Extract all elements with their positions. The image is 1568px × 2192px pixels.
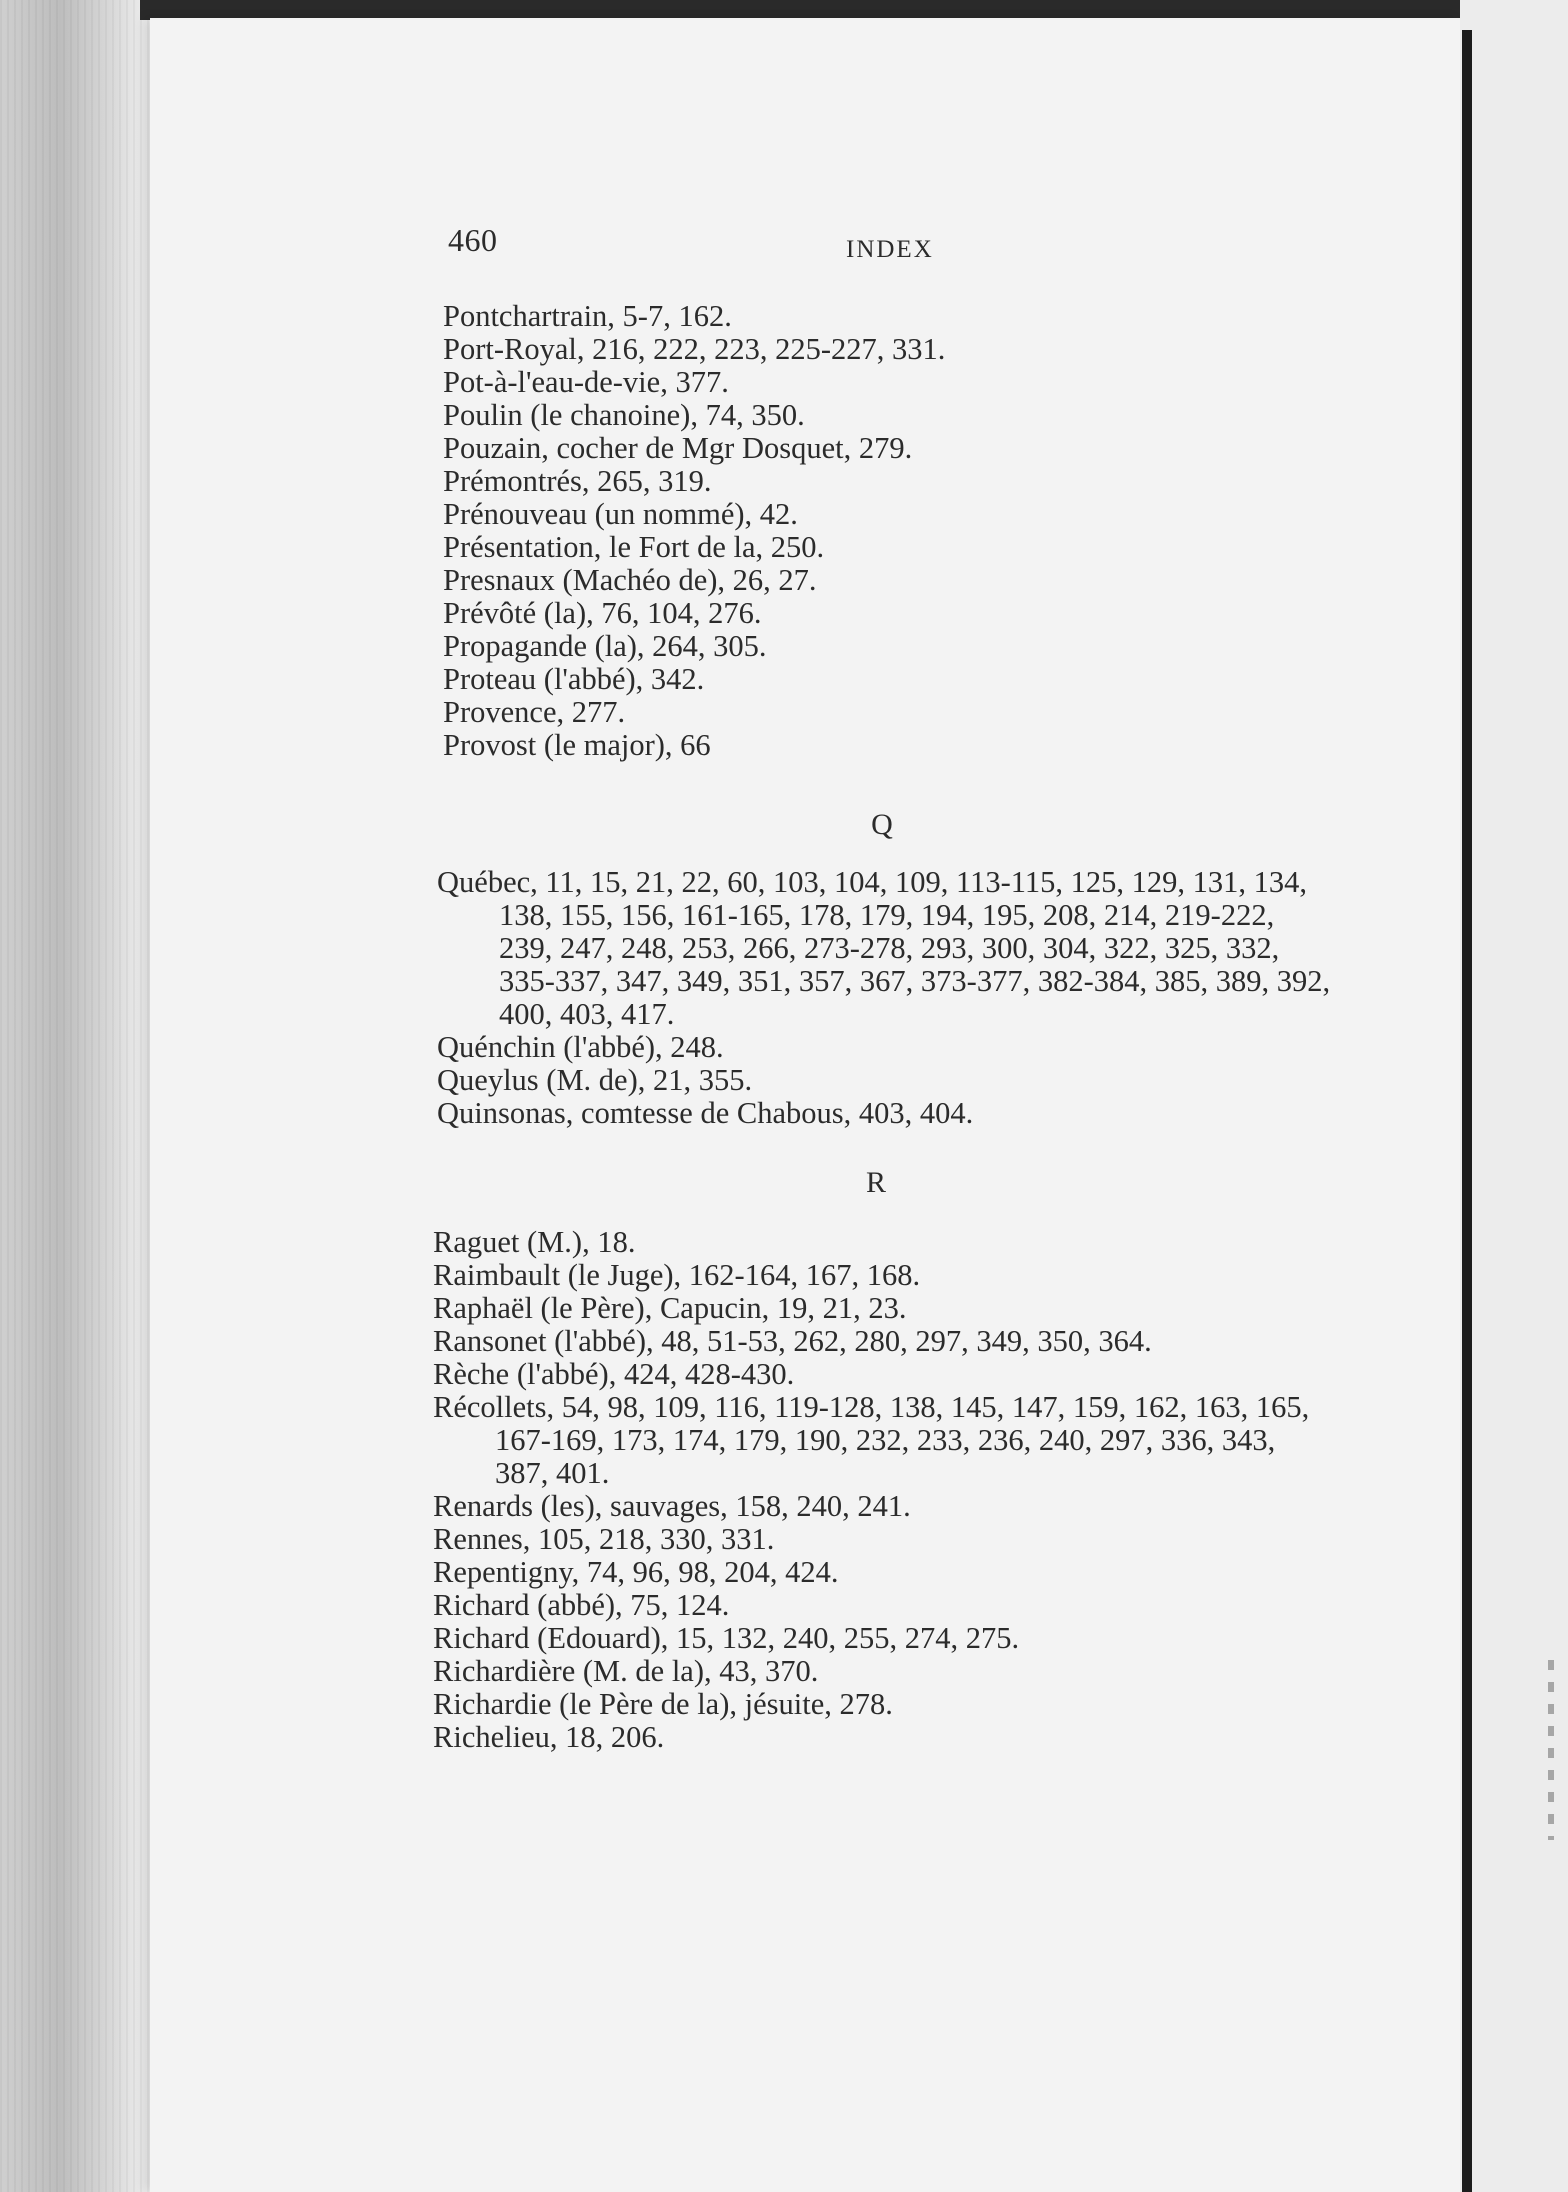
index-entry: Provost (le major), 66	[443, 728, 711, 762]
index-entry: Rèche (l'abbé), 424, 428-430.	[433, 1357, 795, 1391]
scan-top-border	[140, 0, 1470, 20]
index-section-r	[433, 1226, 1331, 1754]
facing-page-marks	[1548, 1660, 1554, 1840]
index-entry: Raguet (M.), 18.	[433, 1225, 636, 1259]
index-entry: Pouzain, cocher de Mgr Dosquet, 279.	[443, 431, 913, 465]
index-entry: Prévôté (la), 76, 104, 276.	[443, 596, 762, 630]
index-entry: Proteau (l'abbé), 342.	[443, 662, 705, 696]
index-entry: Ransonet (l'abbé), 48, 51-53, 262, 280, 297, 349, 350, 364.	[433, 1324, 1152, 1358]
index-entry: Québec, 11, 15, 21, 22, 60, 103, 104, 109, 113-115, 125, 129, 131, 134, 138, 155, 156, 161-165, 178, 179, 194, 195, 208, 214, 219-222, 239, 247, 248, 253, 266, 273-278, 293, 300, 304, 322, 325, 332, 335-337, 347, 349, 351, 357, 367, 373-377, 382-384, 385, 389, 392, 400, 403, 417.	[437, 865, 1331, 1031]
section-letter-r: R	[865, 1166, 886, 1199]
index-entry: Pot-à-l'eau-de-vie, 377.	[443, 365, 729, 399]
index-entry: Renards (les), sauvages, 158, 240, 241.	[433, 1489, 911, 1523]
index-section-p	[443, 300, 1423, 762]
index-entry: Repentigny, 74, 96, 98, 204, 424.	[433, 1555, 839, 1589]
index-entry: Richard (abbé), 75, 124.	[433, 1588, 730, 1622]
index-entry: Port-Royal, 216, 222, 223, 225-227, 331.	[443, 332, 946, 366]
index-entry: Prémontrés, 265, 319.	[443, 464, 712, 498]
index-entry: Récollets, 54, 98, 109, 116, 119-128, 138, 145, 147, 159, 162, 163, 165, 167-169, 173, 174, 179, 190, 232, 233, 236, 240, 297, 336, 343, 387, 401.	[433, 1390, 1310, 1490]
index-entry: Provence, 277.	[443, 695, 626, 729]
index-entry: Presnaux (Machéo de), 26, 27.	[443, 563, 817, 597]
index-entry: Raphaël (le Père), Capucin, 19, 21, 23.	[433, 1291, 907, 1325]
index-entry: Rennes, 105, 218, 330, 331.	[433, 1522, 775, 1556]
index-entry: Richardie (le Père de la), jésuite, 278.	[433, 1687, 893, 1721]
index-entry: Présentation, le Fort de la, 250.	[443, 530, 825, 564]
index-entry: Richelieu, 18, 206.	[433, 1720, 665, 1754]
index-entry: Prénouveau (un nommé), 42.	[443, 497, 798, 531]
book-edge	[0, 0, 150, 2192]
index-entry: Queylus (M. de), 21, 355.	[437, 1063, 753, 1097]
index-entry: Richard (Edouard), 15, 132, 240, 255, 274, 275.	[433, 1621, 1020, 1655]
index-entry: Quénchin (l'abbé), 248.	[437, 1030, 724, 1064]
index-entry: Raimbault (le Juge), 162-164, 167, 168.	[433, 1258, 921, 1292]
running-head: INDEX	[846, 236, 934, 263]
page-number: 460	[448, 222, 498, 258]
index-entry: Pontchartrain, 5-7, 162.	[443, 299, 732, 333]
index-entry: Richardière (M. de la), 43, 370.	[433, 1654, 819, 1688]
index-section-q	[437, 866, 1335, 1130]
index-entry: Quinsonas, comtesse de Chabous, 403, 404.	[437, 1096, 974, 1130]
index-entry: Poulin (le chanoine), 74, 350.	[443, 398, 805, 432]
index-entry: Propagande (la), 264, 305.	[443, 629, 767, 663]
section-letter-q: Q	[871, 808, 893, 841]
facing-page	[1460, 0, 1568, 2192]
page-gutter-shadow	[1462, 30, 1472, 2192]
